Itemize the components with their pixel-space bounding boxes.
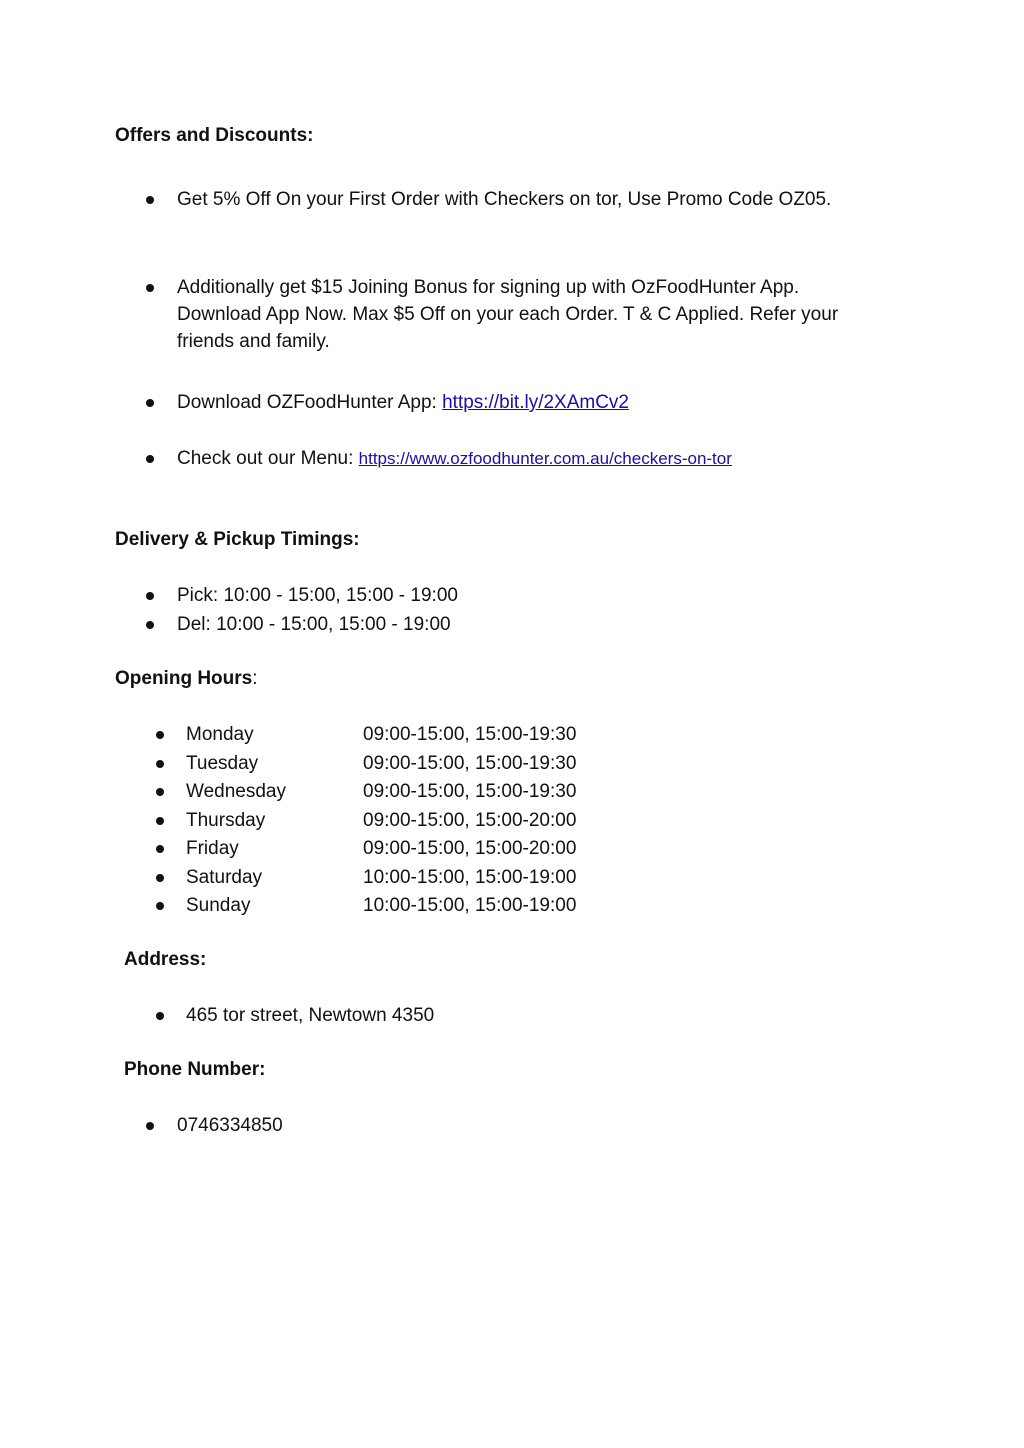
day-name: Tuesday [186,753,259,774]
bullet-icon [146,621,154,629]
offers-heading: Offers and Discounts: [115,125,314,146]
bullet-icon [146,592,154,600]
menu-label: Check out our Menu: [177,448,359,469]
bullet-icon [156,760,164,768]
offer-item-bonus: Additionally get $15 Joining Bonus for signing up with OzFoodHunter App. Download App Now. Max $5 Off on your each Order. T & C Applied. Refer your friends and family. [177,277,839,352]
bullet-icon [146,1122,154,1130]
bullet-icon [146,196,154,204]
opening-hours-colon: : [252,668,258,689]
day-name: Wednesday [186,781,286,802]
bullet-icon [156,902,164,910]
offer-item-promo: Get 5% Off On your First Order with Checkers on tor, Use Promo Code OZ05. [177,189,832,210]
day-hours: 10:00-15:00, 15:00-19:00 [363,895,577,916]
phone-value: 0746334850 [177,1115,283,1136]
app-download-label: Download OZFoodHunter App: [177,392,443,413]
opening-hours-heading [115,667,258,691]
bullet-icon [146,399,154,407]
day-name: Saturday [186,867,263,888]
bullet-icon [156,874,164,882]
bullet-icon [146,284,154,292]
delivery-timing: Del: 10:00 - 15:00, 15:00 - 19:00 [177,614,451,635]
day-name: Friday [186,838,239,859]
bullet-icon [156,1012,164,1020]
app-download-link[interactable]: https://bit.ly/2XAmCv2 [442,392,629,413]
day-hours: 09:00-15:00, 15:00-19:30 [363,781,577,802]
bullet-icon [156,817,164,825]
day-name: Thursday [186,810,266,831]
offer-item-app [177,389,629,416]
opening-hours-heading-text: Opening Hours [115,668,253,689]
day-hours: 09:00-15:00, 15:00-19:30 [363,753,577,774]
bullet-icon [146,455,154,463]
menu-link[interactable]: https://www.ozfoodhunter.com.au/checkers-on-tor [358,449,732,468]
delivery-heading: Delivery & Pickup Timings: [115,529,360,550]
day-hours: 10:00-15:00, 15:00-19:00 [363,867,577,888]
day-name: Monday [186,724,254,745]
pickup-timing: Pick: 10:00 - 15:00, 15:00 - 19:00 [177,585,458,606]
offer-item-menu [177,445,732,472]
phone-heading: Phone Number: [124,1059,266,1080]
bullet-icon [156,731,164,739]
day-name: Sunday [186,895,251,916]
address-heading: Address: [124,949,207,970]
day-hours: 09:00-15:00, 15:00-19:30 [363,724,577,745]
day-hours: 09:00-15:00, 15:00-20:00 [363,810,577,831]
day-hours: 09:00-15:00, 15:00-20:00 [363,838,577,859]
bullet-icon [156,788,164,796]
bullet-icon [156,845,164,853]
address-value: 465 tor street, Newtown 4350 [186,1005,435,1026]
